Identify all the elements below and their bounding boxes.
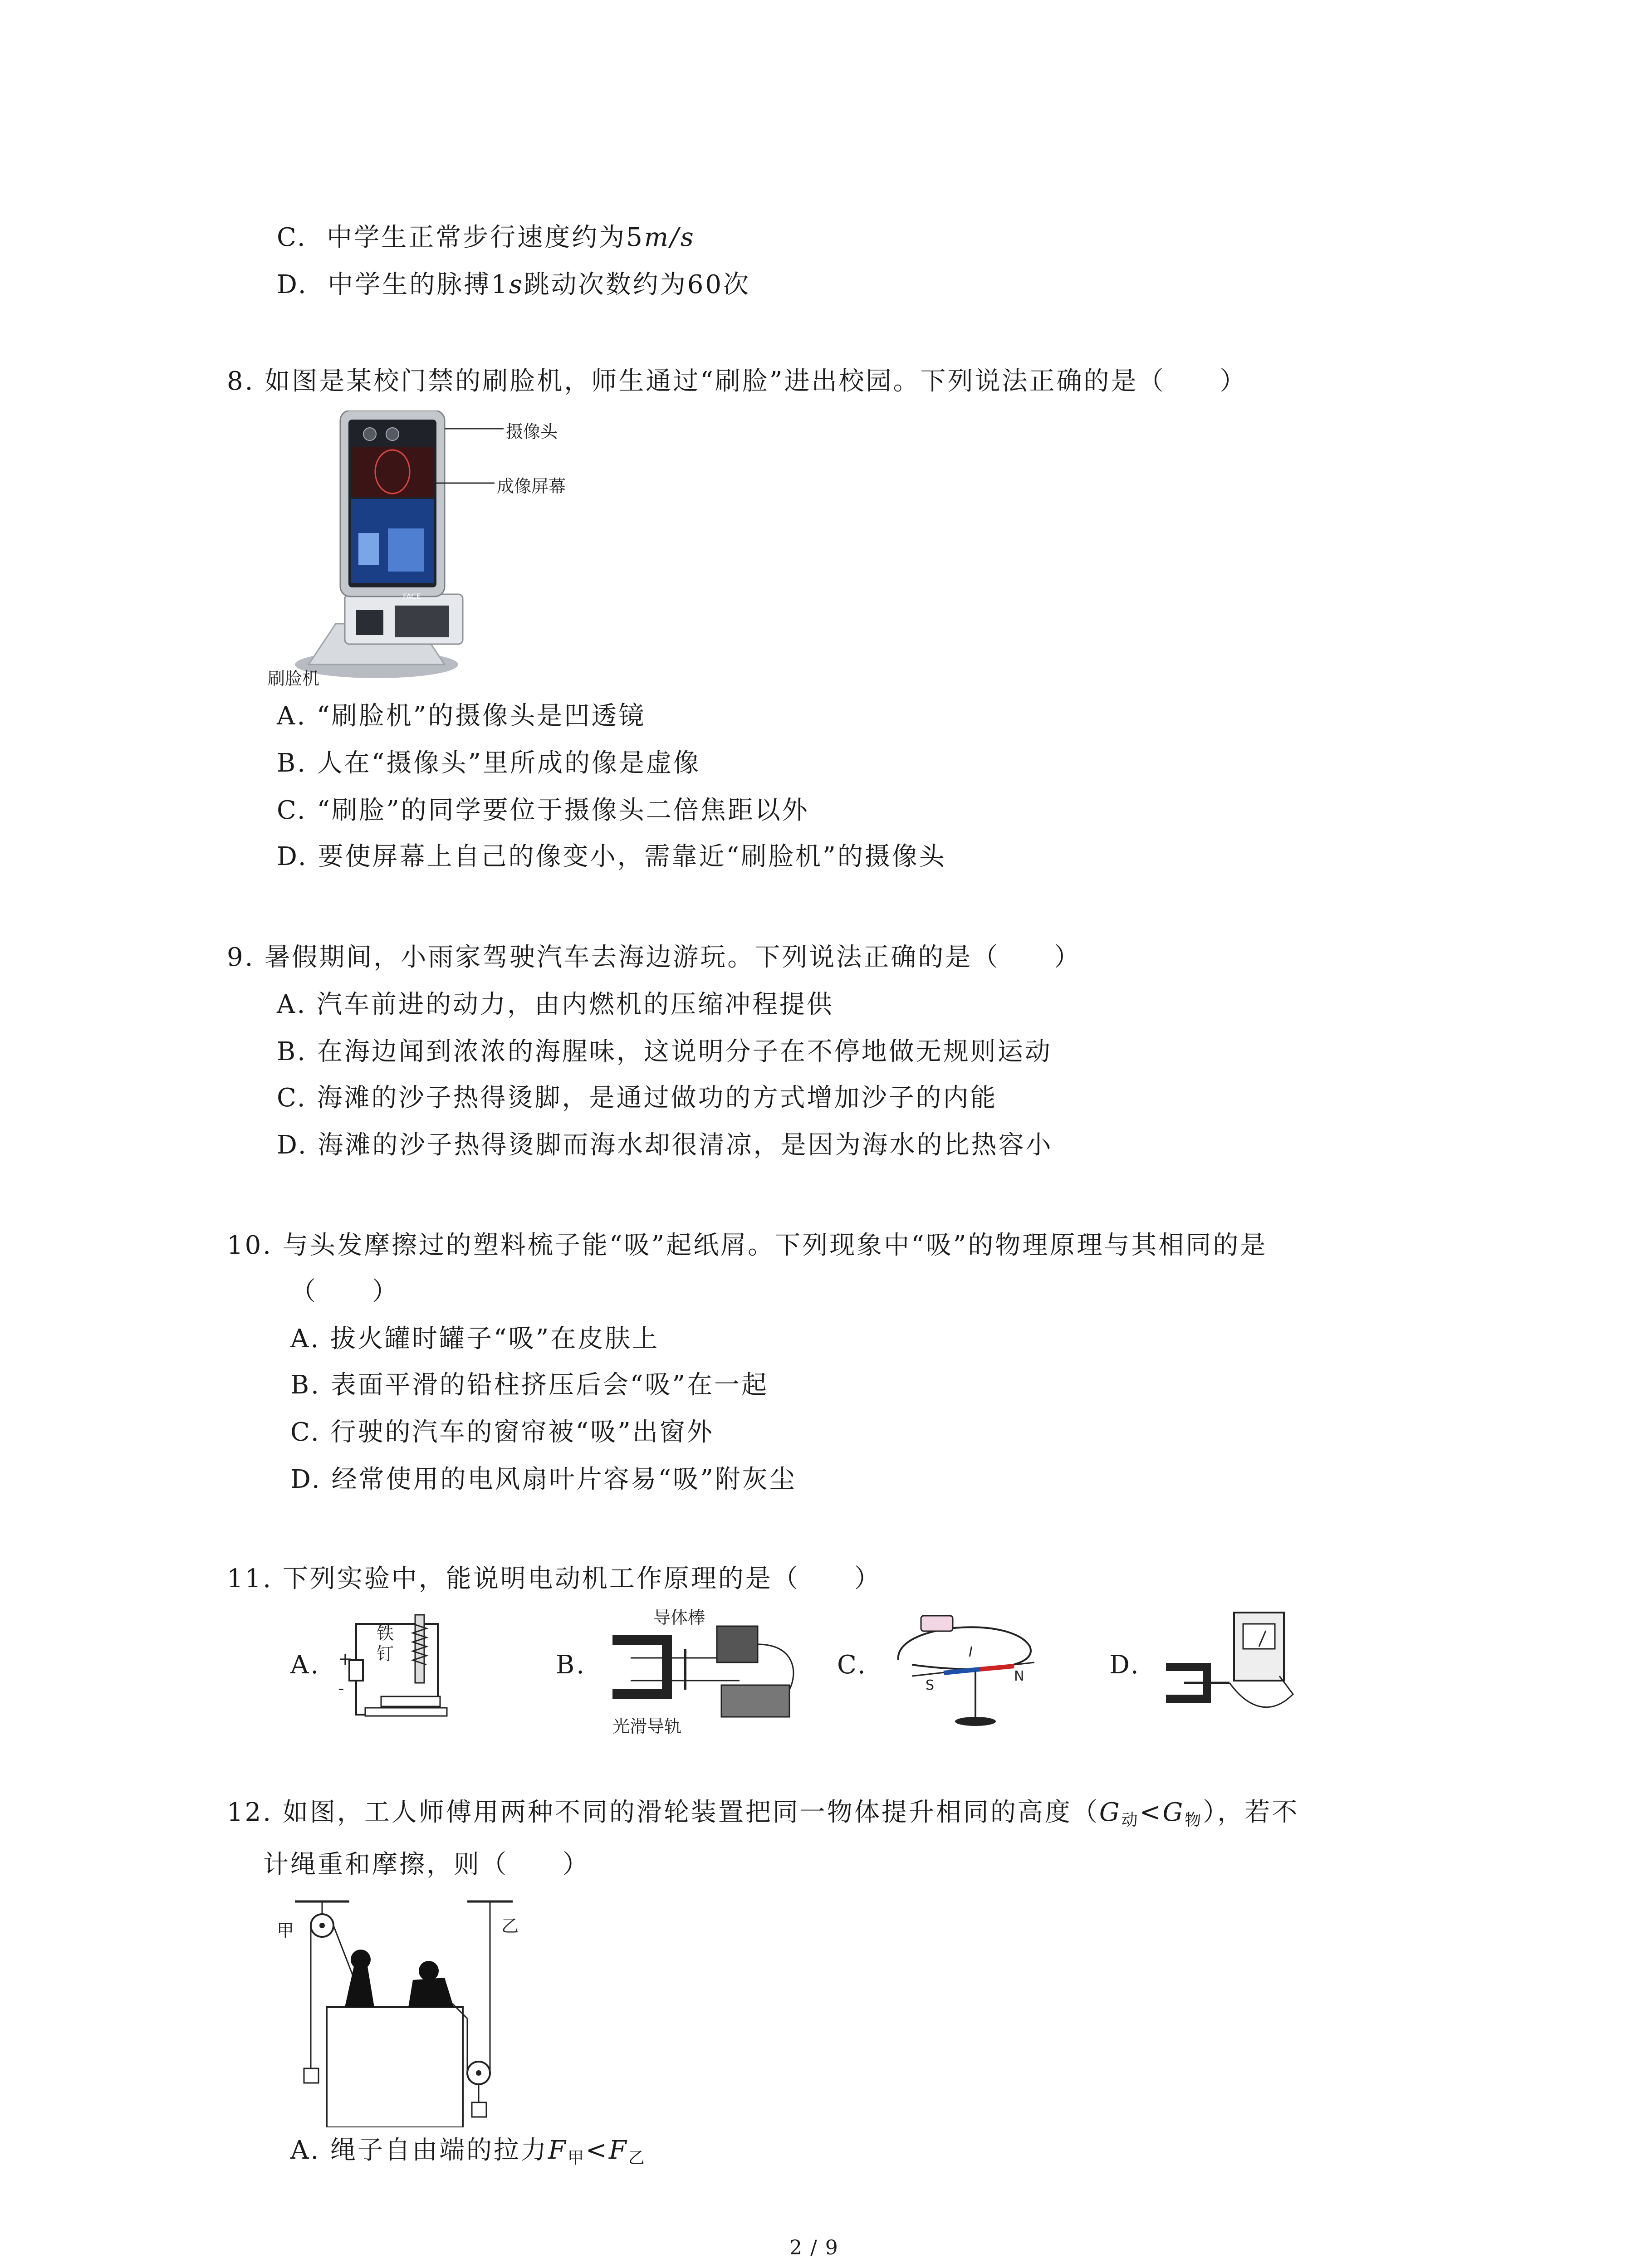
label-iron: 铁 bbox=[377, 1623, 394, 1643]
q8-option-c: C. “刷脸”的同学要位于摄像头二倍焦距以外 bbox=[277, 796, 809, 825]
label-smooth-rail: 光滑导轨 bbox=[612, 1716, 682, 1736]
q12-option-a: A. 绳子自由端的拉力$F_甲<F_乙$ bbox=[290, 2136, 647, 2167]
q8-option-a: A. “刷脸机”的摄像头是凹透镜 bbox=[277, 701, 646, 731]
q9-option-c: C. 海滩的沙子热得烫脚，是通过做功的方式增加沙子的内能 bbox=[277, 1083, 998, 1113]
label-jia: 甲 bbox=[277, 1921, 294, 1941]
q11-option-a-letter: A. bbox=[290, 1650, 321, 1680]
q8-stem: 8. 如图是某校门禁的刷脸机，师生通过“刷脸”进出校园。下列说法正确的是（ ） bbox=[227, 367, 1247, 396]
label-n-pole: N bbox=[622, 1644, 631, 1658]
label-plus: + bbox=[338, 1649, 353, 1669]
label-nail: 钉 bbox=[377, 1644, 394, 1664]
q11-figure-b bbox=[603, 1603, 808, 1735]
face-scanner-illustration bbox=[268, 411, 594, 692]
q7-option-d: D. 中学生的脉搏1s跳动次数约为60次 bbox=[277, 270, 750, 299]
q9-option-d: D. 海滩的沙子热得烫脚而海水却很清凉，是因为海水的比热容小 bbox=[277, 1130, 1053, 1160]
q10-stem-bracket: （ ） bbox=[290, 1277, 399, 1306]
label-minus: - bbox=[338, 1678, 344, 1698]
q11-stem: 11. 下列实验中，能说明电动机工作原理的是（ ） bbox=[227, 1564, 882, 1593]
q10-option-c: C. 行驶的汽车的窗帘被“吸”出窗外 bbox=[290, 1418, 714, 1447]
q11-option-b-letter: B. bbox=[556, 1650, 586, 1680]
label-imaging-screen: 成像屏幕 bbox=[497, 476, 566, 496]
q11-option-c-letter: C. bbox=[837, 1650, 867, 1680]
q11-option-d-letter: D. bbox=[1109, 1650, 1141, 1680]
q10-option-a: A. 拔火罐时罐子“吸”在皮肤上 bbox=[290, 1324, 660, 1354]
label-camera: 摄像头 bbox=[506, 422, 558, 442]
figure-caption: 刷脸机 bbox=[268, 669, 320, 689]
label-s-pole: S bbox=[926, 1677, 935, 1693]
q7-option-c: C. 中学生正常步行速度约为5m/s bbox=[277, 223, 696, 252]
q11-figure-c bbox=[885, 1606, 1057, 1737]
q9-option-b: B. 在海边闻到浓浓的海腥味，这说明分子在不停地做无规则运动 bbox=[277, 1037, 1052, 1066]
label-s-pole: S bbox=[622, 1678, 629, 1692]
label-yi: 乙 bbox=[501, 1916, 519, 1936]
q11-figure-a bbox=[338, 1610, 460, 1728]
page-number: 2 / 9 bbox=[789, 2236, 839, 2259]
q9-option-a: A. 汽车前进的动力，由内燃机的压缩冲程提供 bbox=[277, 990, 834, 1019]
q8-option-d: D. 要使屏幕上自己的像变小，需靠近“刷脸机”的摄像头 bbox=[277, 842, 946, 871]
face-scanner-figure bbox=[268, 411, 594, 692]
q10-option-b: B. 表面平滑的铅柱挤压后会“吸”在一起 bbox=[290, 1370, 769, 1400]
label-current: I bbox=[969, 1644, 973, 1660]
q10-stem: 10. 与头发摩擦过的塑料梳子能“吸”起纸屑。下列现象中“吸”的物理原理与其相同的是 bbox=[227, 1231, 1268, 1260]
q10-option-d: D. 经常使用的电风扇叶片容易“吸”附灰尘 bbox=[290, 1465, 797, 1494]
q12-stem: 12. 如图，工人师傅用两种不同的滑轮装置把同一物体提升相同的高度$(G_动<G_物)$，若不 bbox=[227, 1798, 1299, 1829]
label-n-pole: N bbox=[1014, 1668, 1024, 1684]
q12-stem-line2: 计绳重和摩擦，则（ ） bbox=[263, 1850, 590, 1879]
q12-pulley-figure bbox=[277, 1892, 531, 2127]
q8-option-b: B. 人在“摄像头”里所成的像是虚像 bbox=[277, 748, 701, 778]
label-conductor-rod: 导体棒 bbox=[653, 1608, 705, 1628]
device-brand-label: FACE bbox=[403, 592, 421, 601]
q11-figure-d bbox=[1157, 1603, 1302, 1735]
q9-stem: 9. 暑假期间，小雨家驾驶汽车去海边游玩。下列说法正确的是（ ） bbox=[227, 943, 1082, 972]
